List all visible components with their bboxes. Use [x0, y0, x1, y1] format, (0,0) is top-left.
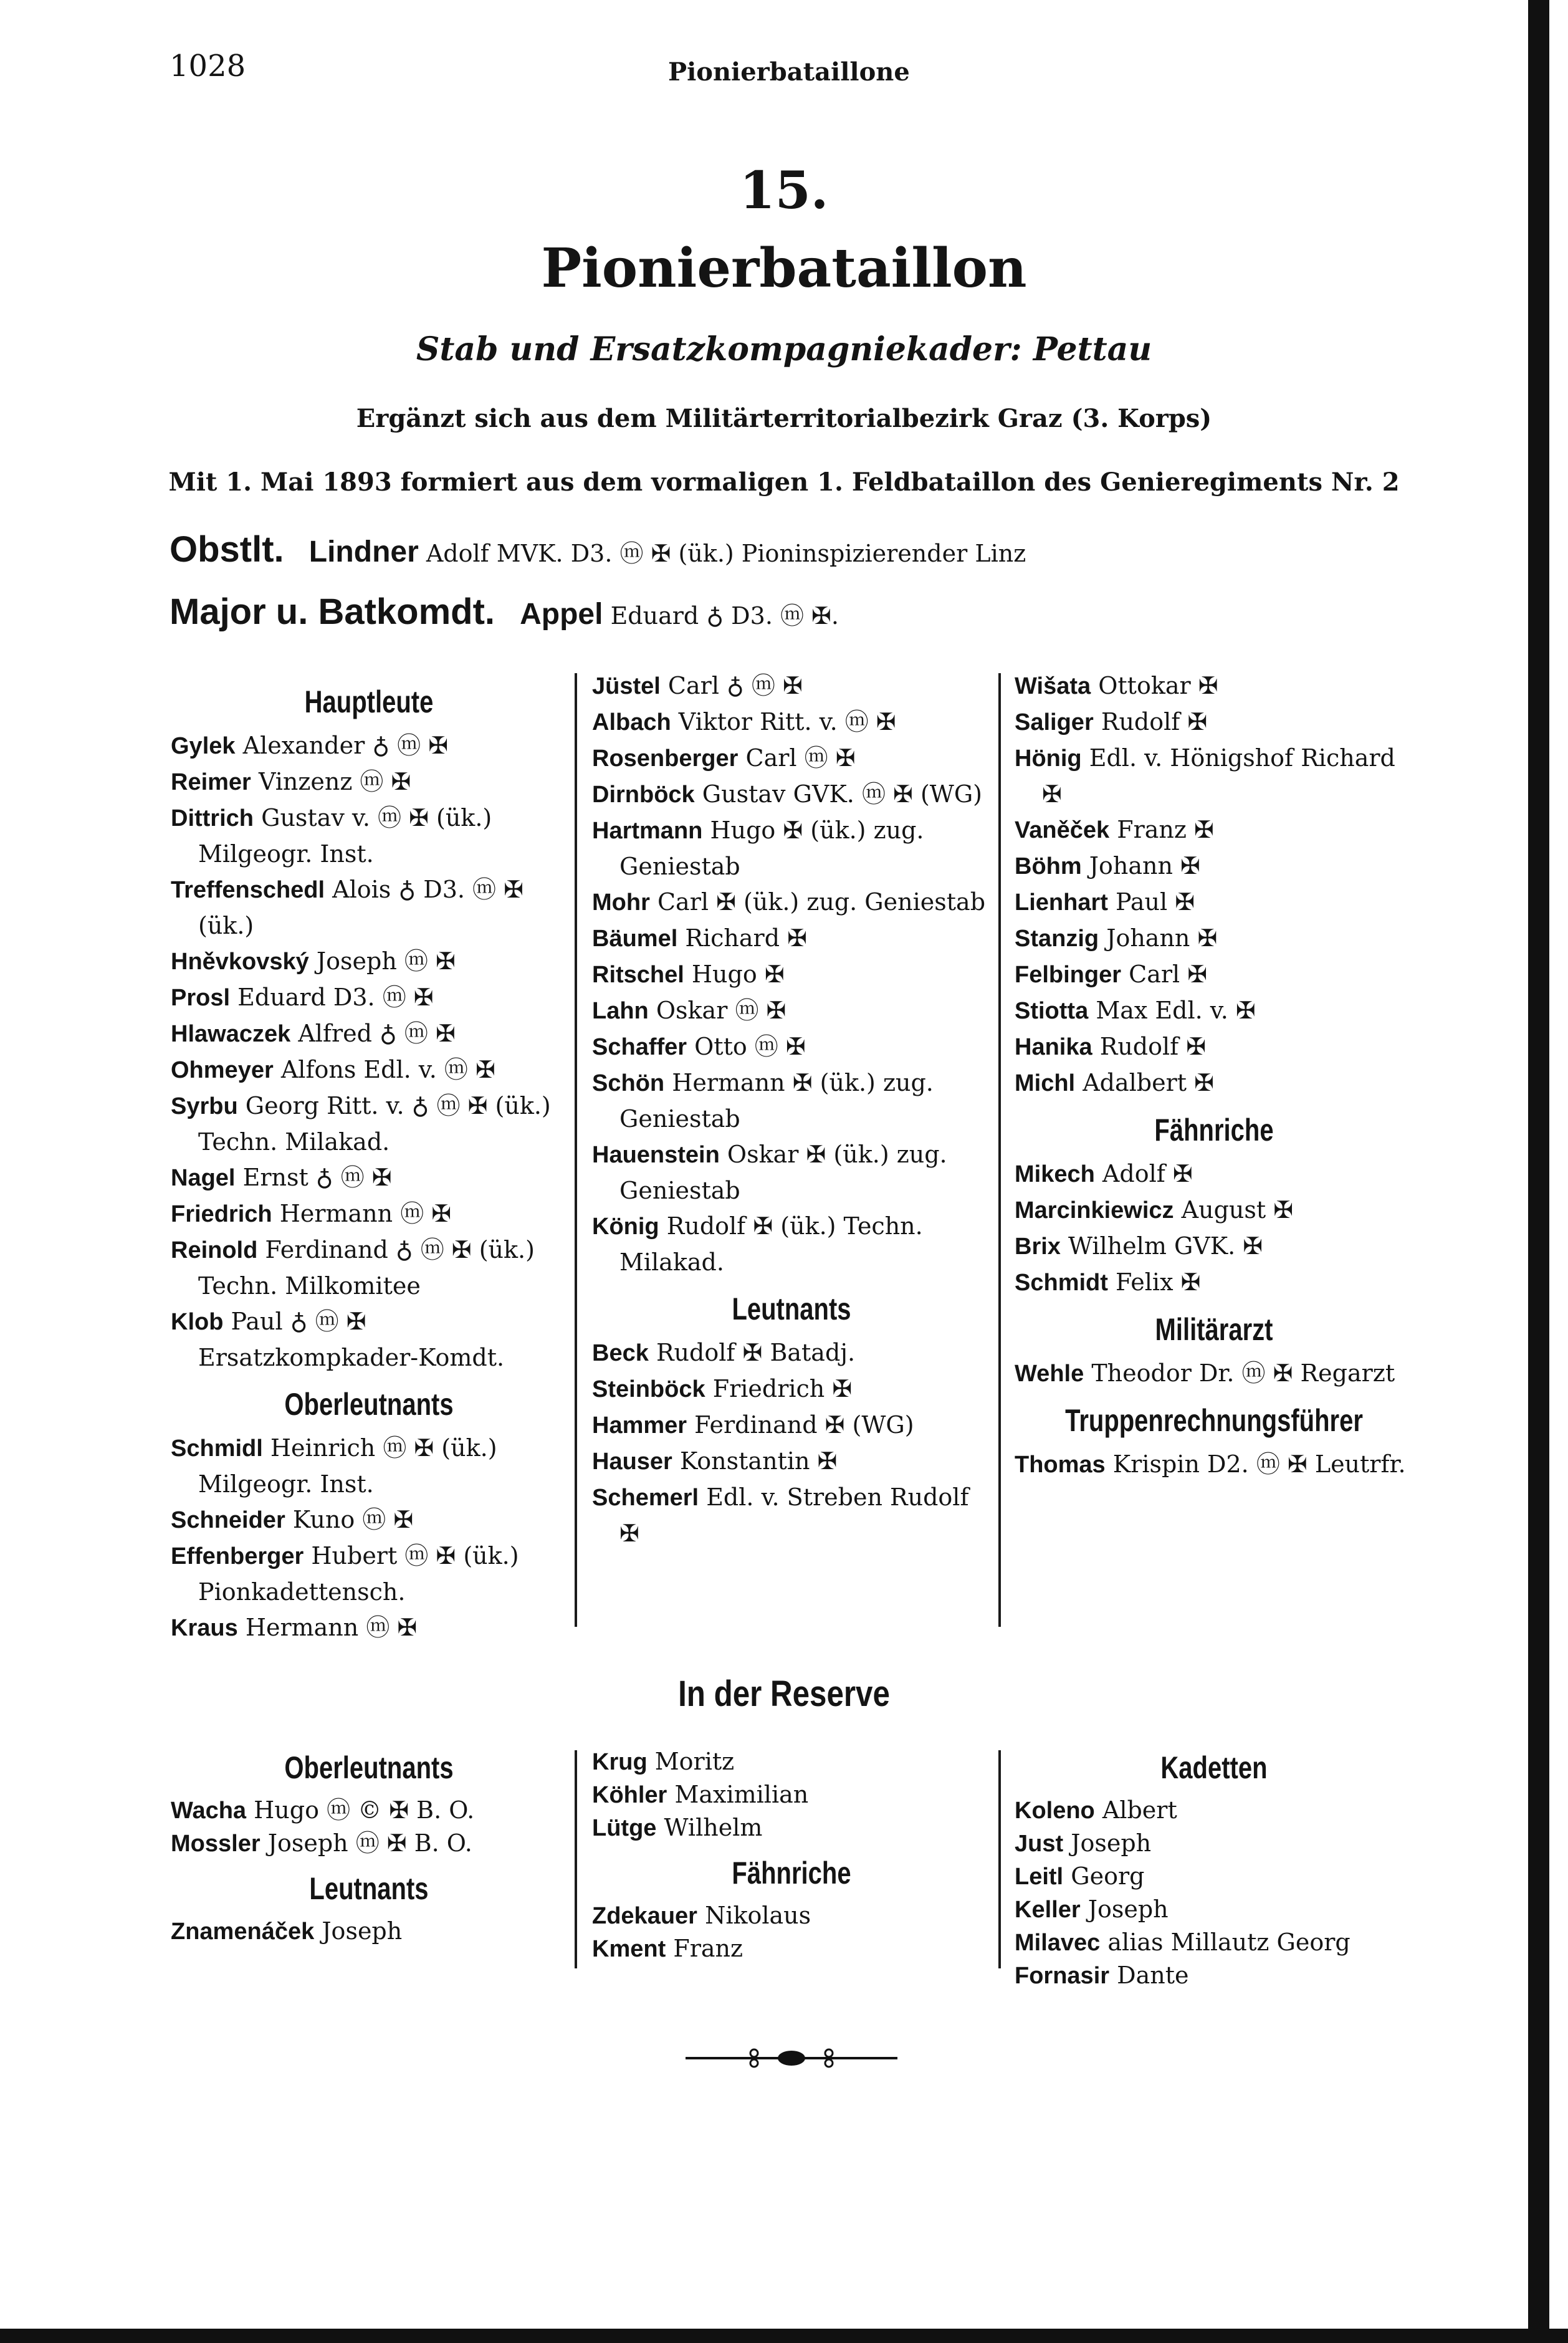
given-and-details: Richard ✠ [685, 924, 807, 952]
officer-list-hauptleute [171, 728, 567, 1376]
officer-list-faehnriche [1015, 1156, 1413, 1301]
reserve-list-kadetten [1015, 1794, 1413, 1992]
given-and-details: Carl ✠ [1129, 961, 1208, 988]
page-edge-bottom [0, 2329, 1568, 2343]
given-and-details: Hugo ✠ (ük.) zug. Geniestab [619, 817, 924, 880]
given-and-details: Gustav v. ⓜ ✠ (ük.) Milgeogr. Inst. [198, 804, 492, 868]
officer-list-truppenrechnungsfuehrer [1015, 1447, 1413, 1483]
list-item [592, 668, 991, 704]
surname: Stiotta [1015, 998, 1089, 1024]
surname: Friedrich [171, 1201, 272, 1227]
given-and-details: Hermann ✠ (ük.) zug. Geniestab [619, 1069, 934, 1133]
given-and-details: Joseph [322, 1917, 403, 1945]
given-and-details: Albert [1102, 1796, 1177, 1824]
surname: Michl [1015, 1070, 1076, 1096]
given-and-details: Wilhelm GVK. ✠ [1068, 1232, 1263, 1260]
given-and-details: Carl ♁ ⓜ ✠ [667, 672, 803, 699]
list-item [592, 993, 991, 1029]
section-heading-leutnants: Leutnants [732, 1291, 851, 1326]
surname: Hlawaczek [171, 1021, 291, 1047]
given-and-details: Oskar ⓜ ✠ [656, 997, 786, 1024]
given-and-details: alias Millautz Georg [1107, 1929, 1350, 1956]
list-item [1015, 740, 1413, 812]
list-item [1015, 1893, 1413, 1926]
surname: Schön [592, 1070, 665, 1096]
list-item [592, 1745, 991, 1778]
surname: König [592, 1214, 659, 1240]
list-item [592, 1029, 991, 1065]
list-item [171, 1160, 567, 1196]
garrison-line: Stab und Ersatzkompagniekader: Pettau [416, 330, 1152, 368]
surname: Lütge [592, 1815, 657, 1841]
recruitment-line: Ergänzt sich aus dem Militärterritorialbezirk Graz (3. Korps) [356, 404, 1212, 433]
list-item [1015, 848, 1413, 884]
given-and-details: Eduard D3. ⓜ ✠ [237, 984, 434, 1011]
list-item [171, 1827, 567, 1860]
given-and-details: Carl ✠ (ük.) zug. Geniestab [657, 888, 986, 916]
list-item [171, 872, 567, 944]
surname: Leitl [1015, 1864, 1064, 1890]
list-item [1015, 1265, 1413, 1301]
list-item [592, 1371, 991, 1407]
given-and-details: Georg Ritt. v. ♁ ⓜ ✠ (ük.) Techn. Milakad. [198, 1092, 551, 1156]
list-item [171, 980, 567, 1016]
list-item [592, 1407, 991, 1444]
column-divider [998, 673, 1001, 1627]
list-item [592, 1444, 991, 1480]
reserve-list-oberleutnants [171, 1794, 567, 1860]
list-item [592, 884, 991, 921]
given-and-details: Alois ♁ D3. ⓜ ✠ (ük.) [198, 876, 523, 939]
column-divider [575, 1750, 577, 1968]
list-item [1015, 1860, 1413, 1893]
reserve-heading-leutnants: Leutnants [309, 1871, 429, 1906]
given-and-details: Max Edl. v. ✠ [1096, 997, 1256, 1024]
list-item [1015, 957, 1413, 993]
surname: Wehle [1015, 1361, 1084, 1387]
column-2 [592, 668, 991, 1551]
column-1 [171, 673, 567, 1646]
surname: Kment [592, 1936, 666, 1962]
list-item [1015, 1959, 1413, 1992]
surname: Mikech [1015, 1161, 1095, 1187]
surname: Reimer [171, 769, 251, 795]
surname: Lienhart [1015, 889, 1108, 916]
surname: Dittrich [171, 805, 254, 831]
surname: Reinold [171, 1237, 258, 1263]
reserve-heading-kadetten: Kadetten [1160, 1750, 1268, 1785]
formation-line: Mit 1. Mai 1893 formiert aus dem vormaligen 1. Feldbataillon des Genieregiments Nr. 2 [168, 467, 1400, 497]
given-and-details: Paul ✠ [1116, 888, 1195, 916]
given-and-details: Carl ⓜ ✠ [745, 744, 856, 772]
surname: Wišata [1015, 673, 1091, 699]
given-and-details: Ernst ♁ ⓜ ✠ [242, 1164, 392, 1191]
reserve-list-leutnants [171, 1915, 567, 1948]
list-item [171, 1538, 567, 1610]
page-number: 1028 [170, 49, 246, 84]
given-and-details: Hugo ⓜ © ✠ B. O. [254, 1796, 475, 1824]
surname: Koleno [1015, 1798, 1095, 1824]
list-item [592, 1335, 991, 1371]
given-and-details: Joseph [1088, 1895, 1169, 1923]
officer-list-oberleutnants [171, 1430, 567, 1646]
reserve-heading-faehnriche: Fähnriche [732, 1856, 851, 1890]
surname: Albach [592, 709, 671, 735]
given-and-details: August ✠ [1181, 1196, 1294, 1224]
battalion-commander-surname: Appel [520, 598, 603, 631]
list-item [592, 1899, 991, 1932]
surname: Treffenschedl [171, 877, 325, 903]
commander-surname: Lindner [308, 535, 419, 568]
surname: Syrbu [171, 1093, 238, 1119]
commander-line [170, 529, 1026, 570]
surname: Felbinger [1015, 962, 1122, 988]
surname: Hartmann [592, 818, 703, 844]
list-item [171, 1610, 567, 1646]
section-heading-militaerarzt: Militärarzt [1155, 1312, 1273, 1347]
surname: Schneider [171, 1507, 285, 1533]
list-item [592, 921, 991, 957]
surname: Znamenáček [171, 1919, 315, 1945]
given-and-details: Kuno ⓜ ✠ [292, 1506, 414, 1533]
list-item [592, 1932, 991, 1965]
list-item [171, 1502, 567, 1538]
surname: Hammer [592, 1412, 687, 1439]
given-and-details: Theodor Dr. ⓜ ✠ Regarzt [1091, 1359, 1395, 1387]
given-and-details: Vinzenz ⓜ ✠ [258, 768, 411, 795]
given-and-details: Alfred ♁ ⓜ ✠ [298, 1020, 456, 1047]
given-and-details: Oskar ✠ (ük.) zug. Geniestab [619, 1141, 947, 1204]
surname: Hauenstein [592, 1142, 720, 1168]
list-item [592, 777, 991, 813]
surname: Schmidt [1015, 1270, 1108, 1296]
list-item [171, 764, 567, 800]
surname: Klob [171, 1309, 224, 1335]
reserve-list-leutnants-cont [592, 1745, 991, 1844]
running-title: Pionierbataillone [668, 57, 910, 87]
officer-list-leutnants [592, 1335, 991, 1551]
officer-list-leutnants-cont [1015, 668, 1413, 1101]
surname: Jüstel [592, 673, 661, 699]
list-item [592, 813, 991, 884]
surname: Kraus [171, 1615, 238, 1641]
section-heading-faehnriche: Fähnriche [1154, 1113, 1274, 1148]
given-and-details: Ottokar ✠ [1098, 672, 1218, 699]
given-and-details: Joseph ⓜ ✠ [316, 947, 456, 975]
list-item [592, 1811, 991, 1844]
surname: Lahn [592, 998, 649, 1024]
surname: Milavec [1015, 1930, 1101, 1956]
given-and-details: Ferdinand ✠ (WG) [694, 1411, 914, 1439]
surname: Schemerl [592, 1485, 699, 1511]
given-and-details: Nikolaus [705, 1902, 811, 1929]
surname: Zdekauer [592, 1903, 697, 1929]
surname: Gylek [171, 733, 236, 759]
list-item [1015, 884, 1413, 921]
surname: Just [1015, 1831, 1064, 1857]
surname: Hönig [1015, 745, 1082, 772]
given-and-details: Gustav GVK. ⓜ ✠ (WG) [702, 780, 983, 808]
running-head [170, 49, 1516, 92]
list-item [171, 944, 567, 980]
column-divider [575, 673, 577, 1627]
ornament-divider-icon [686, 2046, 897, 2071]
list-item [592, 1778, 991, 1811]
surname: Krug [592, 1749, 648, 1775]
given-and-details: Alexander ♁ ⓜ ✠ [242, 732, 449, 759]
list-item [1015, 1356, 1413, 1392]
given-and-details: Adolf ✠ [1102, 1160, 1193, 1187]
list-item [1015, 668, 1413, 704]
surname: Prosl [171, 985, 231, 1011]
column-divider [998, 1750, 1001, 1968]
given-and-details: Edl. v. Streben Rudolf ✠ [619, 1483, 969, 1547]
list-item [592, 1480, 991, 1551]
list-item [1015, 1827, 1413, 1860]
surname: Saliger [1015, 709, 1094, 735]
surname: Beck [592, 1340, 649, 1366]
given-and-details: Rudolf ✠ Batadj. [656, 1339, 856, 1366]
list-item [171, 1232, 567, 1304]
unit-title: Pionierbataillon [541, 237, 1027, 300]
given-and-details: Johann ✠ [1089, 852, 1200, 879]
given-and-details: Rudolf ✠ [1099, 1033, 1207, 1060]
given-and-details: Georg [1071, 1862, 1145, 1890]
surname: Böhm [1015, 853, 1082, 879]
surname: Vaněček [1015, 817, 1110, 843]
given-and-details: Hermann ⓜ ✠ [245, 1614, 418, 1641]
surname: Mohr [592, 889, 650, 916]
given-and-details: Paul ♁ ⓜ ✠ Ersatzkompkader-Komdt. [198, 1308, 505, 1371]
officer-list-hauptleute-cont [592, 668, 991, 1280]
given-and-details: Moritz [654, 1748, 735, 1775]
given-and-details: Franz ✠ [1117, 816, 1214, 843]
list-item [1015, 704, 1413, 740]
given-and-details: Viktor Ritt. v. ⓜ ✠ [678, 708, 896, 735]
battalion-commander-rank: Major u. Batkomdt. [170, 592, 495, 632]
list-item [1015, 1794, 1413, 1827]
given-and-details: Heinrich ⓜ ✠ (ük.) Milgeogr. Inst. [198, 1434, 497, 1498]
list-item [592, 1065, 991, 1137]
commander-details: Adolf MVK. D3. ⓜ ✠ (ük.) Pioninspizierender Linz [426, 540, 1026, 567]
list-item [1015, 1029, 1413, 1065]
given-and-details: Johann ✠ [1106, 924, 1218, 952]
battalion-commander-line [170, 591, 839, 633]
given-and-details: Friedrich ✠ [712, 1375, 853, 1402]
list-item [171, 1430, 567, 1502]
surname: Steinböck [592, 1376, 705, 1402]
given-and-details: Alfons Edl. v. ⓜ ✠ [280, 1056, 495, 1083]
surname: Thomas [1015, 1452, 1106, 1478]
reserve-column-3 [1015, 1739, 1413, 1992]
list-item [592, 957, 991, 993]
reserve-column-2 [592, 1745, 991, 1965]
list-item [1015, 1156, 1413, 1192]
given-and-details: Joseph [1071, 1829, 1152, 1857]
list-item [171, 1016, 567, 1052]
list-item [171, 800, 567, 872]
list-item [1015, 1229, 1413, 1265]
given-and-details: Hugo ✠ [691, 961, 785, 988]
surname: Wacha [171, 1798, 247, 1824]
given-and-details: Dante [1117, 1962, 1189, 1989]
given-and-details: Wilhelm [664, 1814, 763, 1841]
unit-number: 15. [739, 161, 829, 221]
list-item [1015, 921, 1413, 957]
given-and-details: Maximilian [674, 1781, 809, 1808]
section-heading-truppenrechnungsfuehrer: Truppenrechnungsführer [1065, 1403, 1363, 1438]
battalion-commander-details: Eduard ♁ D3. ⓜ ✠. [610, 602, 839, 630]
list-item [1015, 812, 1413, 848]
list-item [592, 740, 991, 777]
surname: Schmidl [171, 1435, 263, 1462]
officer-list-militaerarzt [1015, 1356, 1413, 1392]
surname: Stanzig [1015, 926, 1099, 952]
surname: Ritschel [592, 962, 684, 988]
given-and-details: Joseph ⓜ ✠ B. O. [267, 1829, 472, 1857]
surname: Dirnböck [592, 782, 695, 808]
surname: Fornasir [1015, 1963, 1110, 1989]
list-item [171, 728, 567, 764]
surname: Keller [1015, 1897, 1081, 1923]
section-heading-oberleutnants: Oberleutnants [284, 1387, 454, 1422]
list-item [171, 1304, 567, 1376]
list-item [592, 1209, 991, 1280]
surname: Effenberger [171, 1543, 304, 1569]
surname: Schaffer [592, 1034, 687, 1060]
list-item [171, 1794, 567, 1827]
given-and-details: Adalbert ✠ [1083, 1069, 1214, 1096]
given-and-details: Franz [673, 1935, 743, 1962]
column-3 [1015, 668, 1413, 1483]
list-item [1015, 1065, 1413, 1101]
given-and-details: Otto ⓜ ✠ [694, 1033, 806, 1060]
list-item [1015, 1447, 1413, 1483]
surname: Bäumel [592, 926, 678, 952]
list-item [592, 704, 991, 740]
list-item [171, 1088, 567, 1160]
list-item [171, 1915, 567, 1948]
reserve-title: In der Reserve [678, 1674, 890, 1714]
given-and-details: Hubert ⓜ ✠ (ük.) Pionkadettensch. [198, 1542, 519, 1606]
surname: Hauser [592, 1449, 672, 1475]
reserve-list-faehnriche [592, 1899, 991, 1965]
given-and-details: Felix ✠ [1116, 1268, 1201, 1296]
surname: Hněvkovský [171, 949, 309, 975]
list-item [171, 1196, 567, 1232]
surname: Rosenberger [592, 745, 739, 772]
list-item [1015, 993, 1413, 1029]
surname: Nagel [171, 1165, 236, 1191]
list-item [1015, 1926, 1413, 1959]
surname: Ohmeyer [171, 1057, 274, 1083]
reserve-column-1 [171, 1739, 567, 1948]
given-and-details: Rudolf ✠ (ük.) Techn. Milakad. [619, 1212, 923, 1276]
given-and-details: Edl. v. Hönigshof Richard ✠ [1042, 744, 1395, 808]
reserve-heading-oberleutnants: Oberleutnants [284, 1750, 454, 1785]
given-and-details: Krispin D2. ⓜ ✠ Leutrfr. [1112, 1450, 1406, 1478]
section-heading-hauptleute: Hauptleute [304, 684, 434, 719]
given-and-details: Rudolf ✠ [1101, 708, 1208, 735]
given-and-details: Hermann ⓜ ✠ [279, 1200, 452, 1227]
given-and-details: Ferdinand ♁ ⓜ ✠ (ük.) Techn. Milkomitee [198, 1236, 535, 1300]
list-item [592, 1137, 991, 1209]
surname: Hanika [1015, 1034, 1092, 1060]
surname: Brix [1015, 1234, 1061, 1260]
surname: Mossler [171, 1831, 261, 1857]
list-item [1015, 1192, 1413, 1229]
commander-rank: Obstlt. [170, 529, 284, 570]
given-and-details: Konstantin ✠ [679, 1447, 838, 1475]
surname: Marcinkiewicz [1015, 1197, 1174, 1224]
list-item [171, 1052, 567, 1088]
surname: Köhler [592, 1782, 667, 1808]
